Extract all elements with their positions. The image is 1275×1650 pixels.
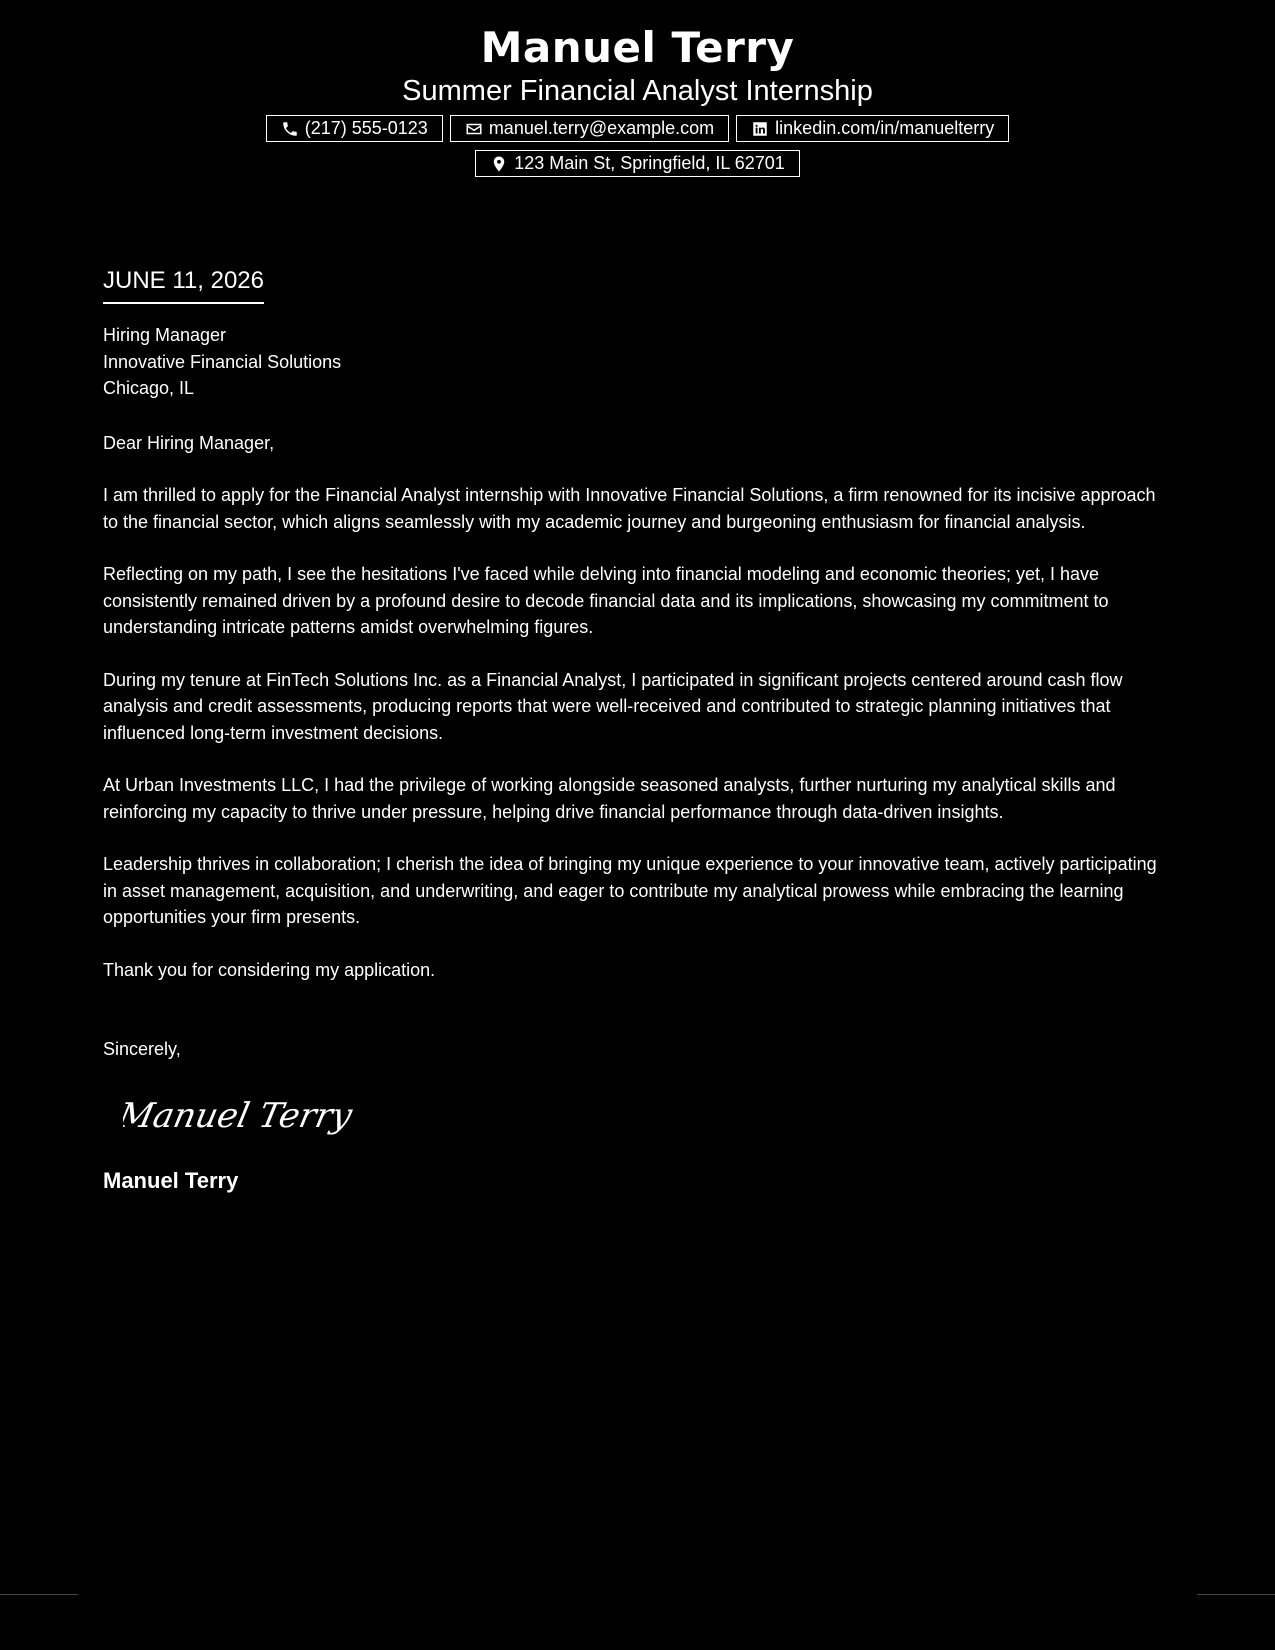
phone-icon	[281, 120, 299, 138]
signature-text: Manuel Terry	[123, 1095, 353, 1136]
contact-linkedin[interactable]	[736, 115, 1009, 142]
body-paragraph: Leadership thrives in collaboration; I cherish the idea of bringing my unique experience to your innovative team, actively participating in asset management, acquisition, and underwriting, and eager to contribute my analytical prowess while embracing the learning opportunities your firm presents.	[103, 854, 1157, 927]
recipient-title: Hiring Manager	[103, 325, 227, 345]
contact-phone[interactable]	[266, 115, 443, 142]
closing: Sincerely,	[103, 1039, 181, 1059]
body-paragraph: Reflecting on my path, I see the hesitations I've faced while delving into financial modeling and economic theories; yet, I have consistently remained driven by a profound desire to decode financial data and its implications, showcasing my commitment to understanding intricate patterns amidst overwhelming figures.	[103, 564, 1109, 637]
recipient-location: Chicago, IL	[103, 378, 195, 398]
contact-list	[238, 115, 1038, 177]
letter-date: JUNE 11, 2026	[103, 264, 264, 304]
body-paragraph: I am thrilled to apply for the Financial Analyst internship with Innovative Financial Solutions, a firm renowned for its incisive approach to the financial sector, which aligns seamlessly with my academic journey and burgeoning enthusiasm for financial analysis.	[103, 485, 1156, 532]
body-paragraph: Thank you for considering my application.	[103, 959, 436, 980]
body-paragraph: During my tenure at FinTech Solutions Inc. as a Financial Analyst, I participated in significant projects centered around cash flow analysis and credit assessments, producing reports that were well-received and contributed to strategic planning initiatives that influenced long-term investment decisions.	[103, 669, 1123, 743]
contact-email[interactable]	[450, 115, 729, 142]
signature-graphic	[123, 1087, 353, 1143]
envelope-icon	[465, 120, 483, 138]
body-paragraph: At Urban Investments LLC, I had the privilege of working alongside seasoned analysts, further nurturing my analytical skills and reinforcing my capacity to thrive under pressure, helping drive financial performance through data-driven insights.	[103, 775, 1116, 822]
handwritten-signature	[123, 1087, 353, 1143]
contact-address[interactable]	[475, 150, 800, 177]
footer-rule-left	[0, 1594, 78, 1595]
email-text: manuel.terry@example.com	[488, 118, 715, 138]
linkedin-icon	[751, 120, 769, 138]
signer-name: Manuel Terry	[103, 1167, 239, 1193]
recipient-block	[103, 322, 1175, 402]
footer-rule-right	[1197, 1594, 1275, 1595]
applicant-name: Manuel Terry	[480, 23, 795, 72]
linkedin-text: linkedin.com/in/manuelterry	[775, 118, 995, 138]
letter-body	[103, 264, 1175, 1195]
position-title: Summer Financial Analyst Internship	[402, 75, 873, 107]
phone-text: (217) 555-0123	[304, 118, 428, 138]
salutation: Dear Hiring Manager,	[103, 432, 275, 453]
letter-header	[0, 22, 1275, 177]
address-text: 123 Main St, Springfield, IL 62701	[514, 153, 785, 173]
recipient-company: Innovative Financial Solutions	[103, 351, 342, 372]
map-pin-icon	[490, 155, 508, 173]
